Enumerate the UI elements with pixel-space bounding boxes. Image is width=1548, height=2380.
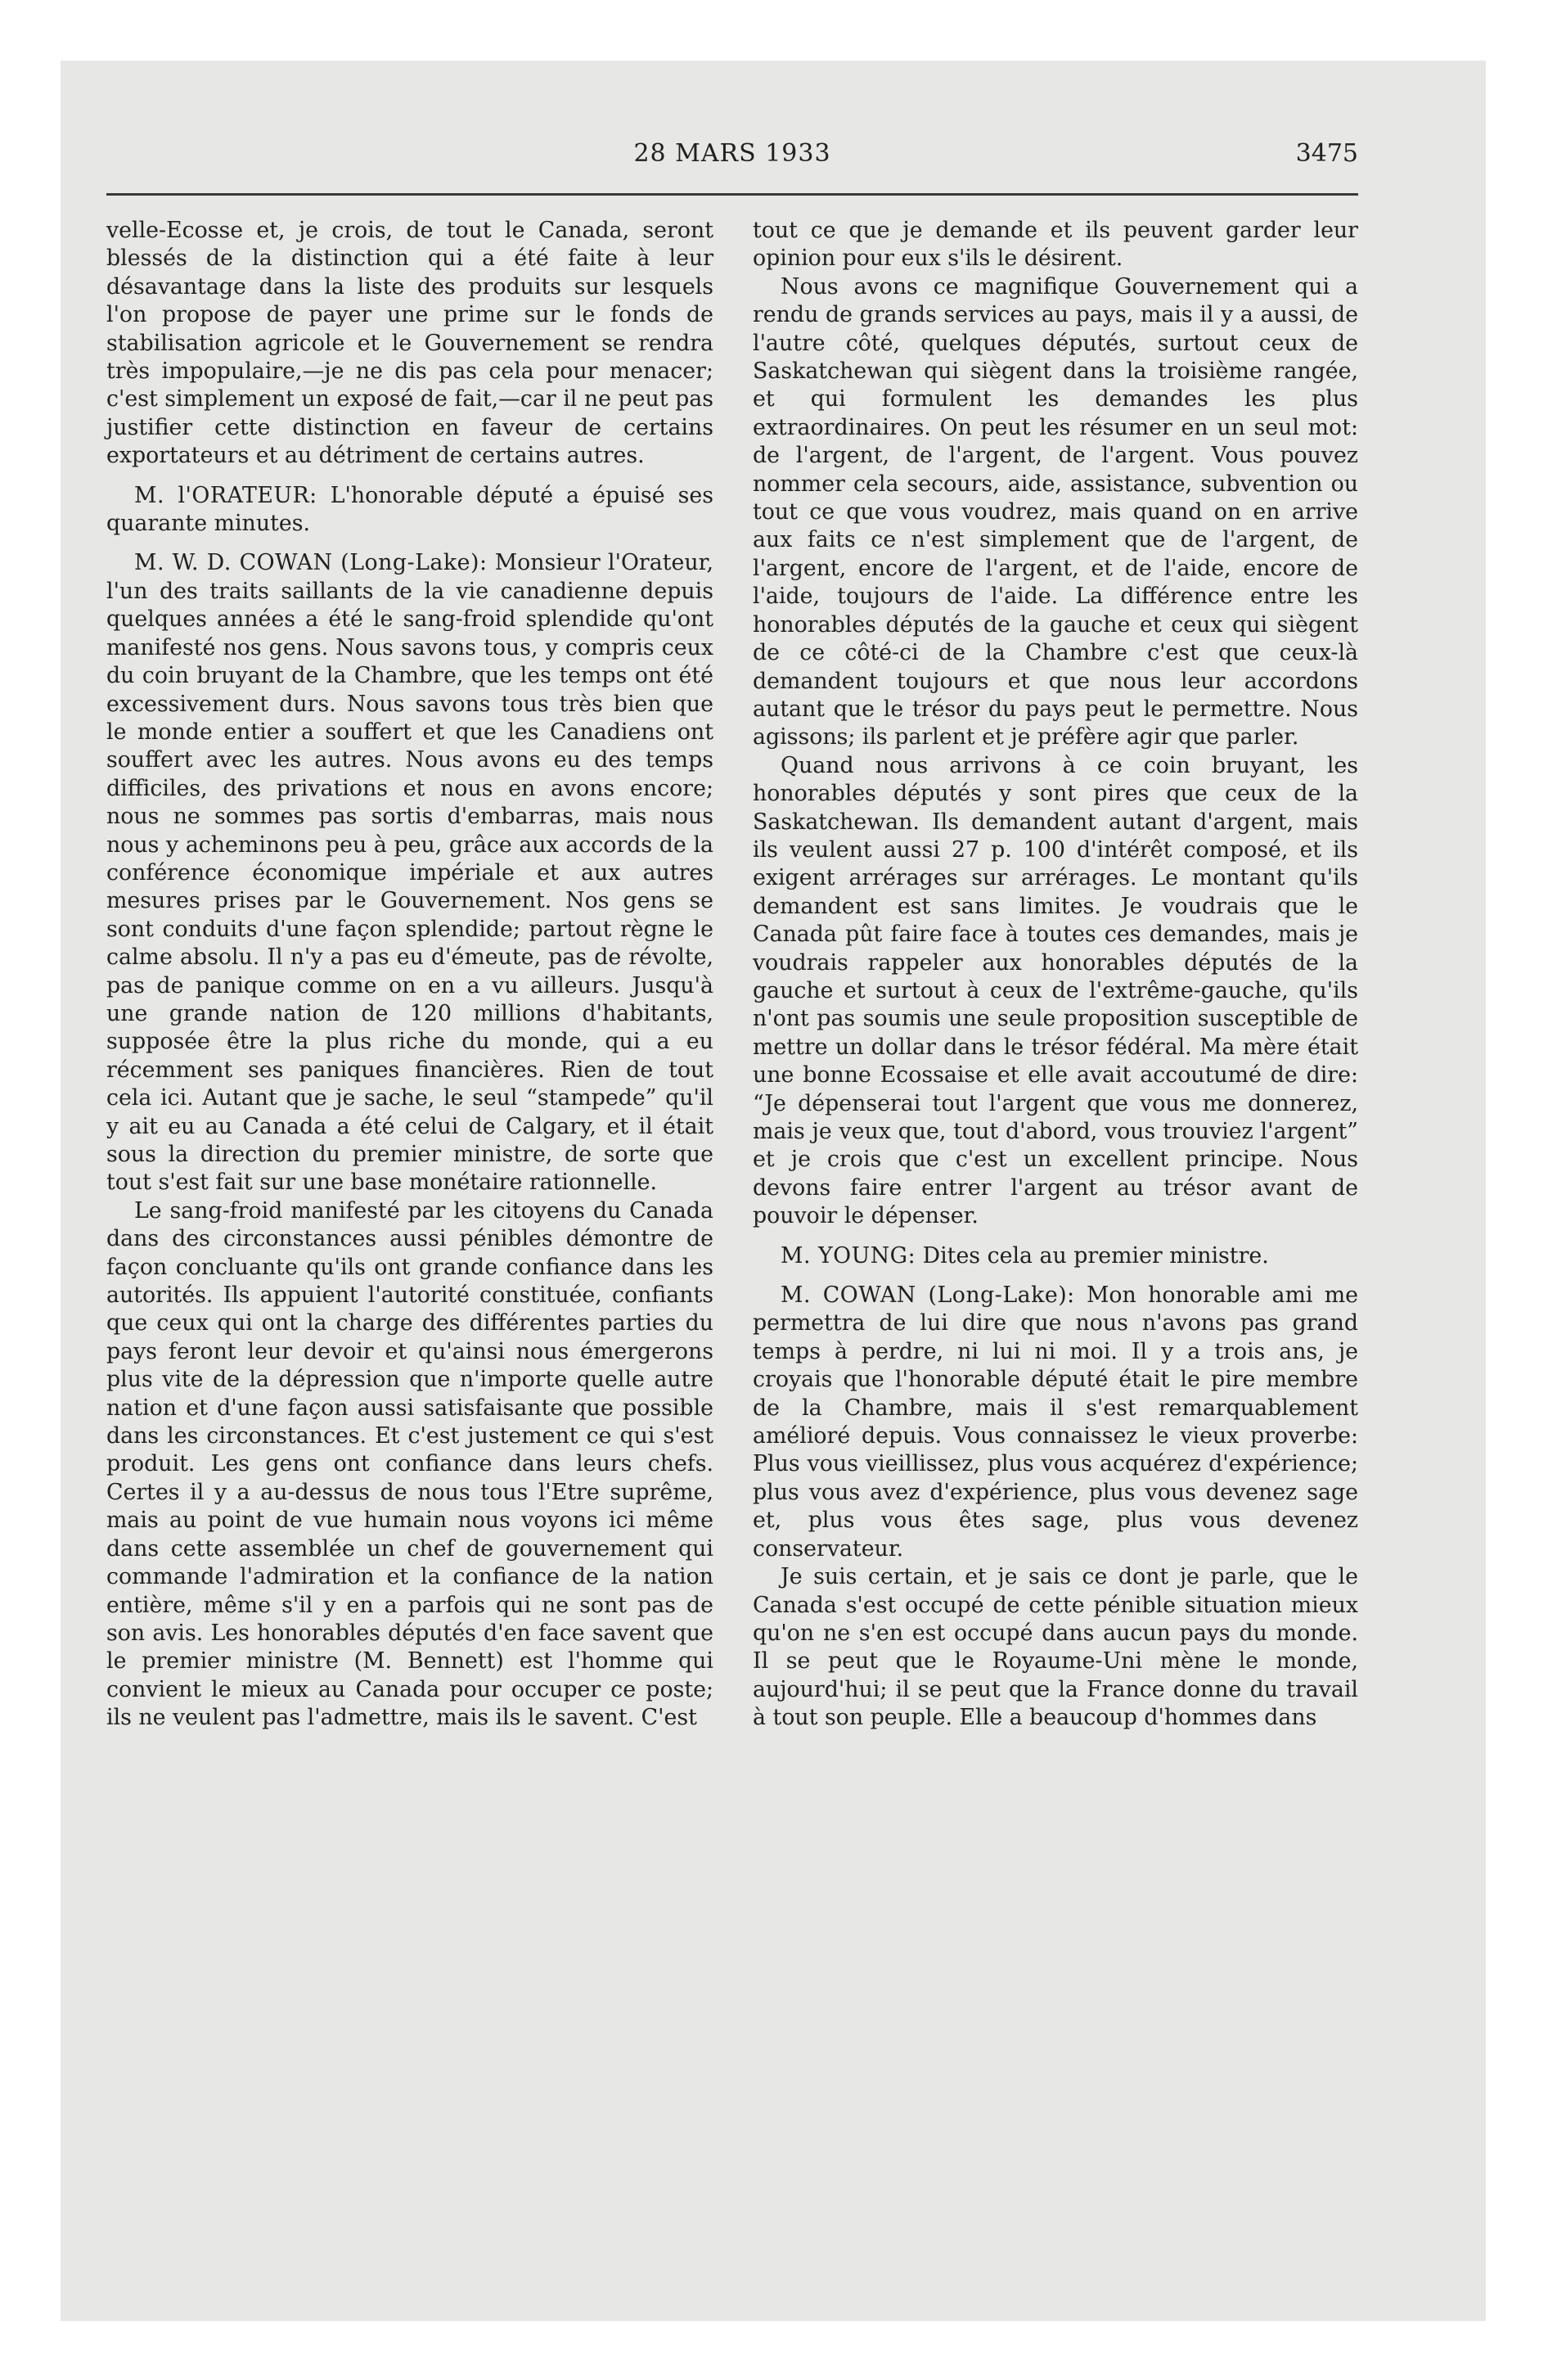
right-column xyxy=(753,217,1358,1733)
right-paragraph-6: Je suis certain, et je sais ce dont je parle, que le Canada s'est occupé de cette pénible situation mieux qu'on ne s'en est occupé dans aucun pays du monde. Il se peut que le Royaume-Uni mène le monde, aujourd'hui; il se peut que la France donne du travail à tout son peuple. Elle a beaucoup d'hommes dans xyxy=(753,1564,1358,1731)
left-paragraph-4: Le sang-froid manifesté par les citoyens du Canada dans des circonstances aussi pénibles démontre de façon concluante qu'ils ont grande confiance dans les autorités. Ils appuient l'autorité constituée, confiants que ceux qui ont la charge des différentes parties du pays feront leur devoir et qu'ainsi nous émergerons plus vite de la dépression que n'importe quelle autre nation et d'une façon aussi satisfaisante que possible dans les circonstances. Et c'est justement ce qui s'est produit. Les gens ont confiance dans leurs chefs. Certes il y a au-dessus de nous tous l'Etre suprême, mais au point de vue humain nous voyons ici même dans cette assemblée un chef de gouvernement qui commande l'admiration et la confiance de la nation entière, même s'il y en a parfois qui ne sont pas de son avis. Les honorables députés d'en face savent que le premier ministre (M. Bennett) est l'homme qui convient le mieux au Canada pour occuper ce poste; ils ne veulent pas l'admettre, mais ils le savent. C'est xyxy=(106,1197,713,1731)
right-paragraph-1: tout ce que je demande et ils peuvent garder leur opinion pour eux s'ils le désirent. xyxy=(753,218,1358,272)
speaker-name: M. W. D. COWAN (Long-Lake): xyxy=(134,550,488,576)
left-paragraph-3 xyxy=(106,549,713,1197)
speech-text: L'honorable député a épuisé ses quarante minutes. xyxy=(106,482,713,537)
speech-text: Mon honorable ami me permettra de lui dire que nous n'avons pas grand temps à perdre, ni lui ni moi. Il y a trois ans, je croyais que l'honorable député était le pire membre de la Chambre, mais il s'est remarquablement amélioré depuis. Vous connaissez le vieux proverbe: Plus vous vieillissez, plus vous acquérez d'expérience; plus vous avez d'expérience, plus vous devenez sage et, plus vous êtes sage, plus vous devenez conservateur. xyxy=(753,1282,1358,1562)
page-number: 3475 xyxy=(1295,139,1358,168)
speaker-name: M. COWAN (Long-Lake): xyxy=(781,1282,1075,1309)
header-rule xyxy=(106,193,1358,196)
left-column xyxy=(106,217,713,1733)
scanned-page xyxy=(61,61,1486,2321)
right-paragraph-2: Nous avons ce magnifique Gouvernement qui a rendu de grands services au pays, mais il y a aussi, de l'autre côté, quelques députés, surtout ceux de Saskatchewan qui siègent dans la troisième rangée, et qui formulent les demandes les plus extraordinaires. On peut les résumer en un seul mot: de l'argent, de l'argent, de l'argent. Vous pouvez nommer cela secours, aide, assistance, subvention ou tout ce que vous voudrez, mais quand on en arrive aux faits ce n'est simplement que de l'argent, de l'argent, encore de l'argent, et de l'aide, encore de l'aide, toujours de l'aide. La différence entre les honorables députés de la gauche et ceux qui siègent de ce côté-ci de la Chambre c'est que ceux-là demandent toujours et que nous leur accordons autant que le trésor du pays peut le permettre. Nous agissons; ils parlent et je préfère agir que parler. xyxy=(753,273,1358,751)
speaker-name: M. YOUNG: xyxy=(781,1242,916,1269)
left-paragraph-2 xyxy=(106,482,713,539)
right-paragraph-5 xyxy=(753,1282,1358,1563)
right-paragraph-4 xyxy=(753,1242,1358,1270)
speaker-name: M. l'ORATEUR: xyxy=(134,482,317,508)
right-paragraph-3: Quand nous arrivons à ce coin bruyant, les honorables députés y sont pires que ceux de la Saskatchewan. Ils demandent autant d'argent, mais ils veulent aussi 27 p. 100 d'intérêt composé, et ils exigent arrérages sur arrérages. Le montant qu'ils demandent est sans limites. Je voudrais que le Canada pût faire face à toutes ces demandes, mais je voudrais rappeler aux honorables députés de la gauche et surtout à ceux de l'extrême-gauche, qu'ils n'ont pas soumis une seule proposition susceptible de mettre un dollar dans le trésor fédéral. Ma mère était une bonne Ecossaise et elle avait accoutumé de dire: “Je dépenserai tout l'argent que vous me donnerez, mais je veux que, tout d'abord, vous trouviez l'argent” et je crois que c'est un excellent principe. Nous devons faire entrer l'argent au trésor avant de pouvoir le dépenser. xyxy=(753,752,1358,1229)
speech-text: Monsieur l'Orateur, l'un des traits saillants de la vie canadienne depuis quelques années a été le sang-froid splendide qu'ont manifesté nos gens. Nous savons tous, y compris ceux du coin bruyant de la Chambre, que les temps ont été excessivement durs. Nous savons tous très bien que le monde entier a souffert et que les Canadiens ont souffert avec les autres. Nous avons eu des temps difficiles, des privations et nous en avons encore; nous ne sommes pas sortis d'embarras, mais nous nous y acheminons peu à peu, grâce aux accords de la conférence économique impériale et aux autres mesures prises par le Gouvernement. Nos gens se sont conduits d'une façon splendide; partout règne le calme absolu. Il n'y a pas eu d'émeute, pas de révolte, pas de panique comme on en a vu ailleurs. Jusqu'à une grande nation de 120 millions d'habitants, supposée être la plus riche du monde, qui a eu récemment ses paniques financières. Rien de tout cela ici. Autant que je sache, le seul “stampede” qu'il y ait eu au Canada a été celui de Calgary, et il était sous la direction du premier ministre, de sorte que tout s'est fait sur une base monétaire rationnelle. xyxy=(106,550,713,1196)
header-date: 28 MARS 1933 xyxy=(633,139,831,168)
speech-text: Dites cela au premier ministre. xyxy=(916,1242,1269,1269)
left-paragraph-1: velle-Ecosse et, je crois, de tout le Canada, seront blessés de la distinction qui a été faite à leur désavantage dans la liste des produits sur lesquels l'on propose de payer une prime sur le fonds de stabilisation agricole et le Gouvernement se rendra très impopulaire,—je ne dis pas cela pour menacer; c'est simplement un exposé de fait,—car il ne peut pas justifier cette distinction en faveur de certains exportateurs et au détriment de certains autres. xyxy=(106,218,713,469)
page-header xyxy=(106,139,1358,177)
